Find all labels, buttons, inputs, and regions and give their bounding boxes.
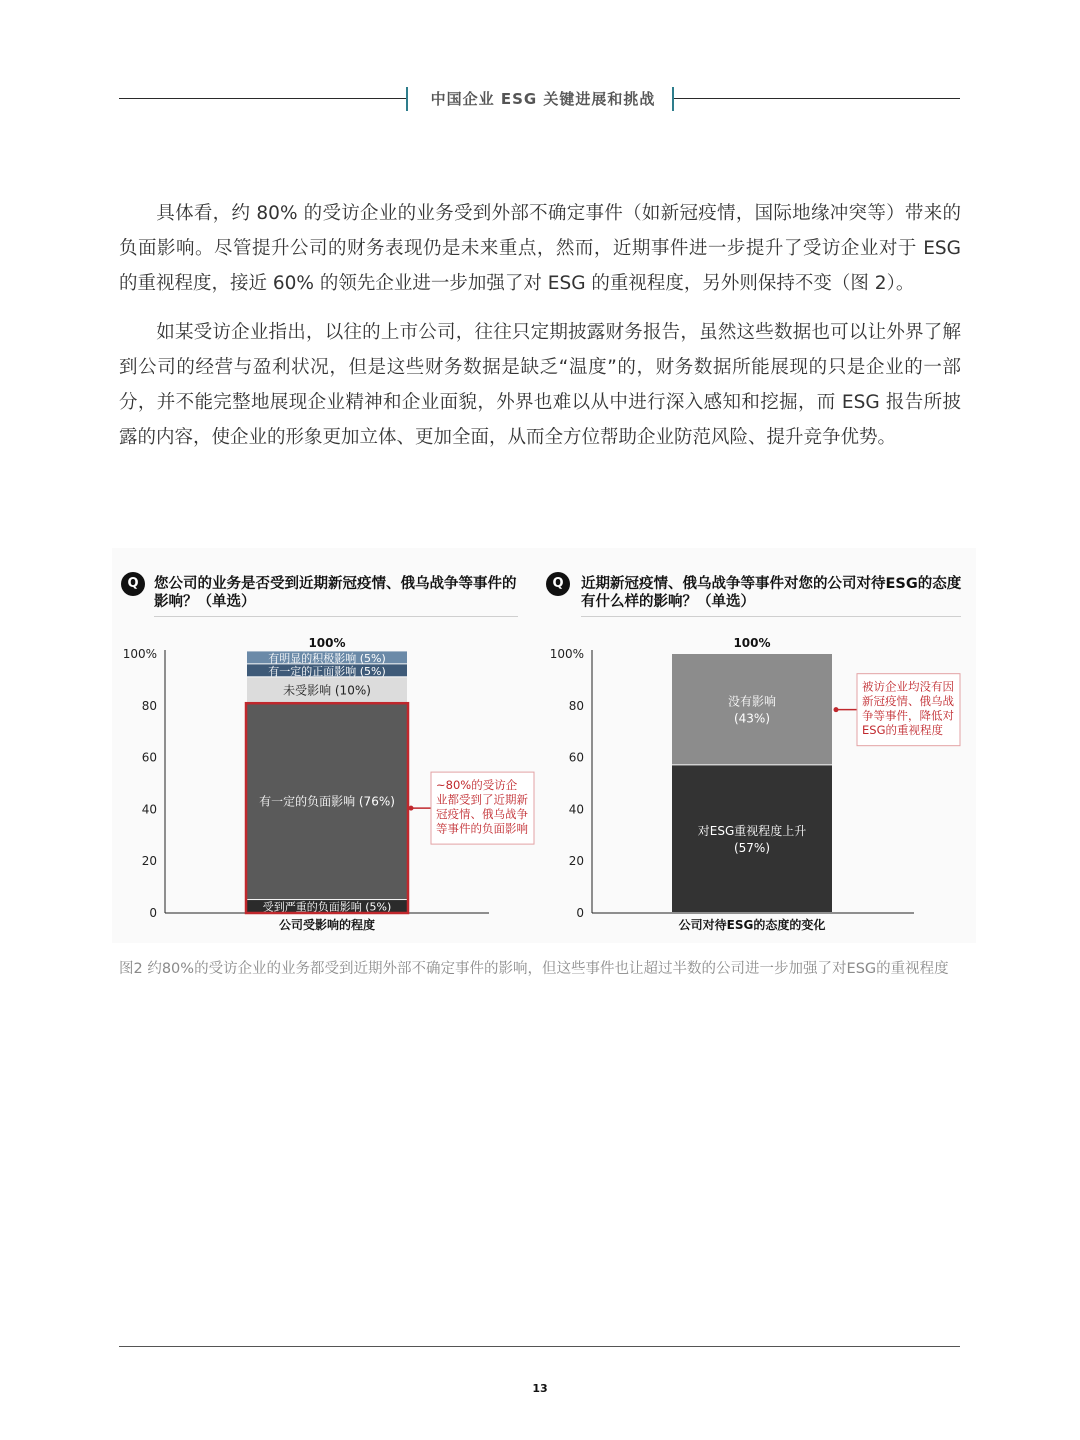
question-icon: Q [546, 572, 570, 596]
footer-rule [119, 1346, 960, 1347]
segment-label: 受到严重的负面影响 (5%) [262, 900, 392, 914]
annotation-dot [409, 806, 414, 811]
y-tick-label: 60 [141, 750, 157, 765]
annotation-dot [834, 707, 839, 712]
annotation-text: ~80%的受访企 [436, 778, 518, 793]
bar-total-label: 100% [308, 636, 346, 650]
bar-segment [672, 765, 832, 912]
header-rule-right [674, 98, 960, 99]
y-tick-label: 100% [549, 647, 584, 661]
paragraph-1-text: 具体看，约 80% 的受访企业的业务受到外部不确定事件（如新冠疫情，国际地缘冲突等）带来的负面影响。尽管提升公司的财务表现仍是未来重点，然而，近期事件进一步提升了受访企业对于 ESG 的重视程度，接近 60% 的领先企业进一步加强了对 ESG 的重视程度，另外则保持不变（图 2）。 [119, 203, 961, 294]
page-number: 13 [532, 1382, 548, 1395]
header-rule-left [119, 98, 407, 99]
figure-caption: 图2 约80%的受访企业的业务都受到近期外部不确定事件的影响，但这些事件也让超过半数的公司进一步加强了对ESG的重视程度 [119, 961, 949, 977]
paragraph-2-text: 如某受访企业指出，以往的上市公司，往往只定期披露财务报告，虽然这些数据也可以让外界了解到公司的经营与盈利状况，但是这些财务数据是缺乏“温度”的，财务数据所能展现的只是企业的一部分，并不能完整地展现企业精神和企业面貌，外界也难以从中进行深入感知和挖掘，而 ESG 报告所披露的内容，使企业的形象更加立体、更加全面，从而全方位帮助企业防范风险、提升竞争优势。 [119, 322, 961, 448]
body-paragraph-2 [119, 315, 961, 455]
y-tick-label: 80 [141, 698, 157, 713]
header-title: 中国企业 ESG 关键进展和挑战 [430, 90, 656, 108]
annotation-text: ESG的重视程度 [862, 723, 943, 738]
y-tick-label: 40 [141, 802, 157, 817]
y-tick-label: 20 [568, 854, 584, 869]
annotation-text: 业都受到了近期新 [436, 792, 528, 807]
annotation-text: 等事件的负面影响 [436, 821, 528, 836]
chart-2-question-rule [581, 616, 961, 617]
chart-1-question: 您公司的业务是否受到近期新冠疫情、俄乌战争等事件的影响？（单选） [154, 576, 517, 610]
y-tick-label: 40 [568, 802, 584, 817]
y-tick-label: 80 [568, 698, 584, 713]
header-divider-left [406, 87, 408, 111]
chart-impact [112, 630, 546, 942]
body-paragraph-1 [119, 196, 961, 301]
segment-label: 对ESG重视程度上升 [697, 824, 807, 839]
y-tick-label: 0 [576, 906, 584, 920]
y-tick-label: 0 [149, 906, 157, 920]
y-tick-label: 20 [141, 854, 157, 869]
annotation-text: 冠疫情、俄乌战争 [436, 807, 528, 822]
y-tick-label: 60 [568, 750, 584, 765]
header-divider-right [672, 87, 674, 111]
annotation-text: 被访企业均没有因 [862, 679, 954, 694]
bar-total-label: 100% [733, 636, 771, 650]
annotation-text: 争等事件，降低对 [862, 708, 954, 723]
segment-label: 有明显的积极影响 (5%) [268, 651, 386, 665]
chart-1-question-rule [154, 616, 518, 617]
segment-label: 未受影响 (10%) [283, 683, 371, 698]
segment-label: 有一定的负面影响 (76%) [259, 794, 395, 809]
annotation-text: 新冠疫情、俄乌战 [862, 694, 954, 709]
chart-2-question: 近期新冠疫情、俄乌战争等事件对您的公司对待ESG的态度有什么样的影响？（单选） [581, 576, 962, 610]
y-tick-label: 100% [122, 647, 157, 661]
segment-value: (57%) [733, 841, 771, 856]
chart-attitude [538, 630, 976, 942]
bar-segment [672, 654, 832, 764]
question-icon: Q [121, 572, 145, 596]
x-axis-label: 公司受影响的程度 [278, 918, 376, 932]
segment-label: 没有影响 [727, 694, 777, 709]
segment-label: 有一定的正面影响 (5%) [268, 664, 386, 678]
x-axis-label: 公司对待ESG的态度的变化 [678, 918, 826, 932]
segment-value: (43%) [733, 711, 771, 726]
